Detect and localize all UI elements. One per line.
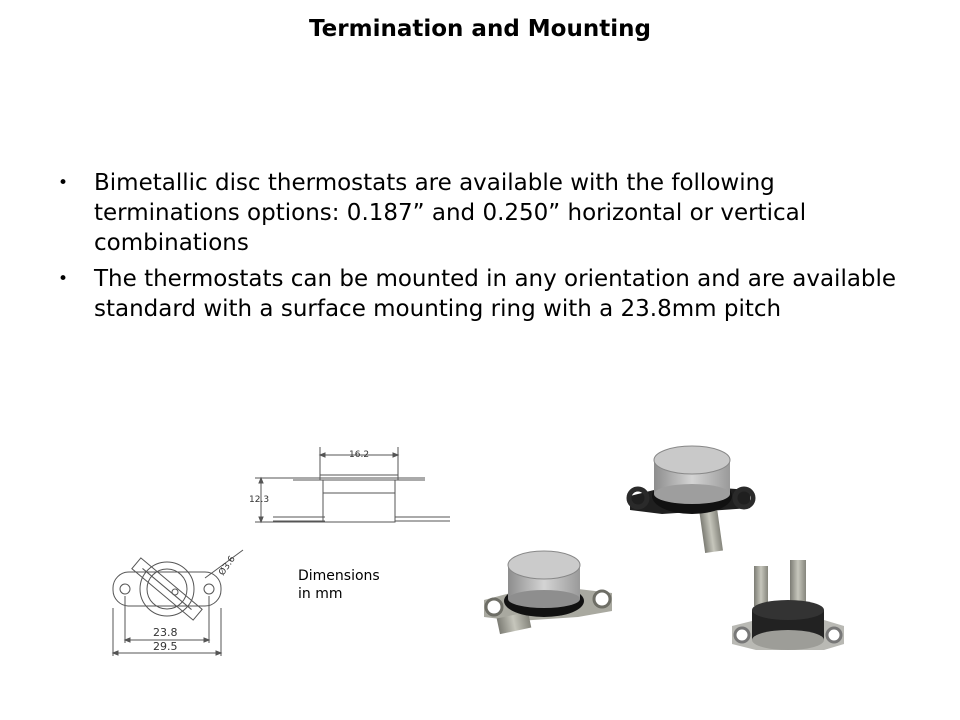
slide-title: Termination and Mounting <box>309 16 651 42</box>
side-view-drawing <box>245 445 455 530</box>
dimensions-caption <box>298 567 418 603</box>
dim-height-label: 12.3 <box>249 495 270 505</box>
caption-line: Dimensions <box>298 568 380 584</box>
bullet-dot: • <box>58 173 69 193</box>
thermostat-photo-top <box>622 438 762 558</box>
bullet-dot: • <box>58 269 69 289</box>
bullet-list <box>58 168 918 330</box>
dim-diameter-label: Ø3.6 <box>217 554 238 578</box>
thermostat-photo-left <box>478 545 618 650</box>
dim-width-label: 16.2 <box>349 450 370 460</box>
bullet-item <box>58 264 918 324</box>
bullet-item <box>58 168 918 258</box>
thermostat-photo-right <box>728 560 848 670</box>
dim-overall-label: 29.5 <box>153 640 178 653</box>
bullet-text: Bimetallic disc thermostats are available with the following terminations options: 0.187” and 0.250” horizontal or vertical combinations <box>94 170 807 256</box>
top-view-drawing <box>105 538 250 658</box>
caption-line: in mm <box>298 586 343 602</box>
dim-pitch-label: 23.8 <box>153 626 178 639</box>
bullet-text: The thermostats can be mounted in any orientation and are available standard with a surface mounting ring with a 23.8mm pitch <box>94 266 897 322</box>
